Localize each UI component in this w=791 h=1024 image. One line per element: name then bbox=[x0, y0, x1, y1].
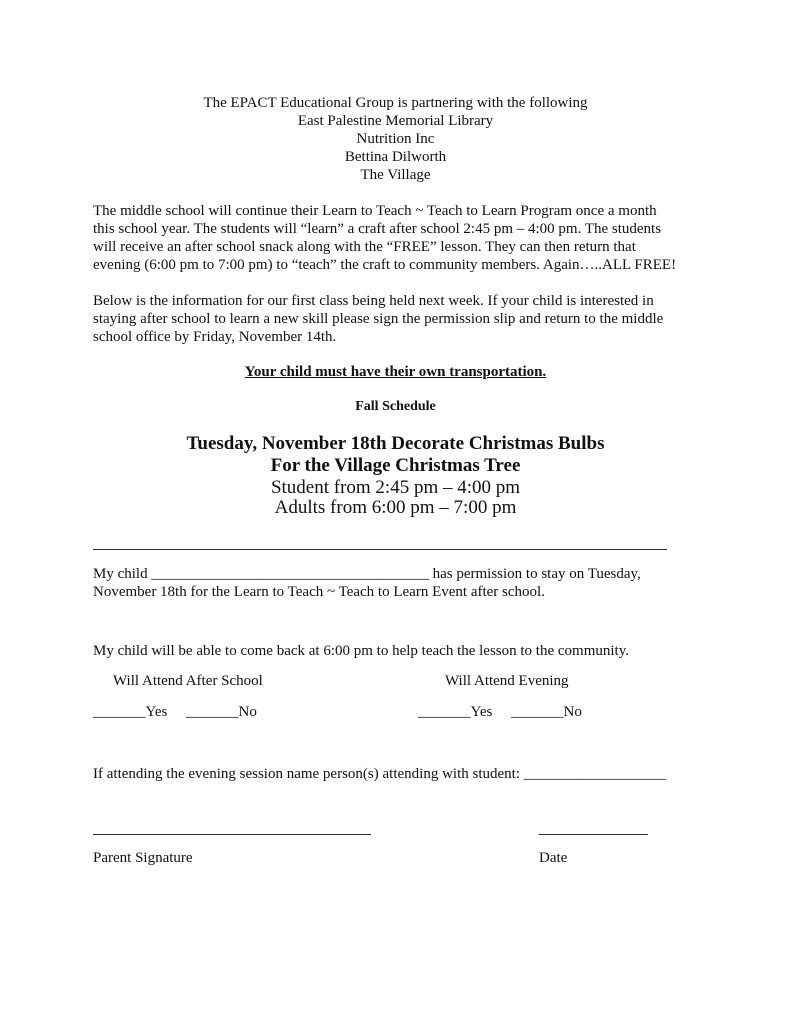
partner-line: East Palestine Memorial Library bbox=[297, 113, 494, 129]
partner-line: Nutrition Inc bbox=[356, 131, 435, 147]
parent-signature-field[interactable] bbox=[93, 834, 371, 835]
text-line: evening (6:00 pm to 7:00 pm) to “teach” the craft to community members. Again…..ALL FREE! bbox=[93, 257, 677, 273]
permission-line-2: November 18th for the Learn to Teach ~ Teach to Learn Event after school. bbox=[93, 584, 545, 600]
after-school-no-field[interactable]: _______No bbox=[186, 704, 257, 720]
text-line: will receive an after school snack along with the “FREE” lesson. They can then return that bbox=[93, 239, 636, 255]
transportation-notice: Your child must have their own transportation. bbox=[244, 364, 547, 380]
text-line: school office by Friday, November 14th. bbox=[93, 329, 337, 345]
companions-line bbox=[93, 765, 666, 783]
companions-field[interactable]: ___________________ bbox=[523, 766, 667, 782]
divider-line bbox=[93, 549, 667, 550]
permission-suffix: has permission to stay on Tuesday, bbox=[432, 566, 641, 582]
text-line: staying after school to learn a new skill please sign the permission slip and return to the middle bbox=[93, 311, 664, 327]
text-line: The middle school will continue their Learn to Teach ~ Teach to Learn Program once a month bbox=[93, 203, 657, 219]
partner-line: Bettina Dilworth bbox=[344, 149, 447, 165]
companions-label: If attending the evening session name person(s) attending with student: bbox=[93, 766, 520, 782]
date-field[interactable] bbox=[539, 834, 648, 835]
text-line: Below is the information for our first class being held next week. If your child is interested in bbox=[93, 293, 654, 309]
child-name-field[interactable]: _____________________________________ bbox=[151, 566, 429, 582]
permission-line bbox=[93, 565, 641, 583]
partner-line: The Village bbox=[360, 167, 431, 183]
adult-time: Adults from 6:00 pm – 7:00 pm bbox=[274, 497, 517, 518]
evening-label: Will Attend Evening bbox=[445, 673, 569, 689]
after-school-yes-field[interactable]: _______Yes bbox=[93, 704, 168, 720]
student-time: Student from 2:45 pm – 4:00 pm bbox=[270, 477, 521, 498]
permission-prefix: My child bbox=[93, 566, 148, 582]
parent-signature-label: Parent Signature bbox=[93, 850, 193, 866]
event-title: Tuesday, November 18th Decorate Christmas Bulbs bbox=[186, 433, 605, 454]
return-question: My child will be able to come back at 6:00 pm to help teach the lesson to the community. bbox=[93, 643, 629, 659]
evening-yes-field[interactable]: _______Yes bbox=[418, 704, 493, 720]
program-description bbox=[93, 202, 693, 274]
event-subtitle: For the Village Christmas Tree bbox=[270, 455, 521, 476]
evening-no-field[interactable]: _______No bbox=[511, 704, 582, 720]
date-label: Date bbox=[539, 850, 568, 866]
schedule-heading: Fall Schedule bbox=[355, 399, 436, 414]
intro-line: The EPACT Educational Group is partnering with the following bbox=[203, 95, 588, 111]
class-info bbox=[93, 292, 693, 346]
text-line: this school year. The students will “learn” a craft after school 2:45 pm – 4:00 pm. The students bbox=[93, 221, 662, 237]
after-school-label: Will Attend After School bbox=[113, 673, 263, 689]
